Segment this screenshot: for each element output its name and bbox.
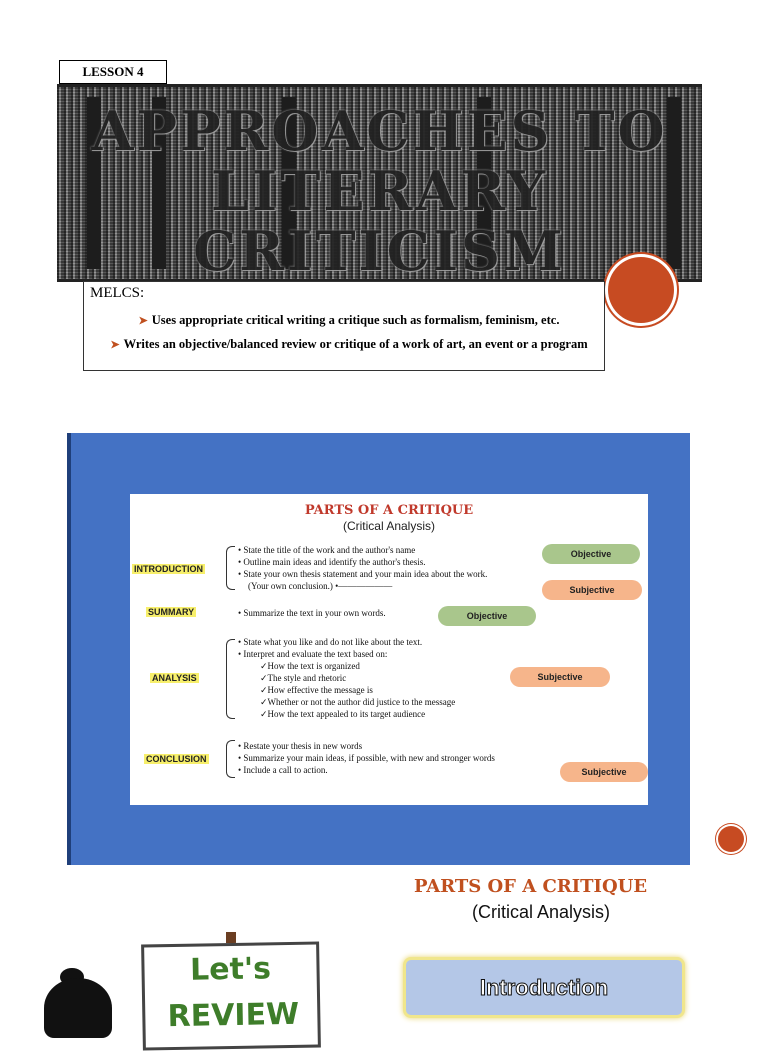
analysis-bullet: ✓How the text appealed to its target audience bbox=[260, 709, 426, 719]
girl-illustration-icon bbox=[44, 978, 112, 1038]
intro-bullet: • State the title of the work and the author's name bbox=[238, 545, 416, 555]
melc-text: Uses appropriate critical writing a critique such as formalism, feminism, etc. bbox=[151, 313, 560, 327]
arrow-bullet-icon: ➤ bbox=[138, 315, 148, 327]
card-title: PARTS OF A CRITIQUE bbox=[304, 503, 474, 518]
subjective-tag: Subjective bbox=[542, 580, 642, 600]
critique-card bbox=[130, 494, 648, 805]
intro-bullet: • Outline main ideas and identify the author's thesis. bbox=[238, 557, 426, 567]
arrow-bullet-icon: ➤ bbox=[110, 339, 120, 351]
section-label-analysis: ANALYSIS bbox=[152, 673, 197, 683]
title-line: CRITICISM bbox=[193, 219, 566, 282]
melc-item bbox=[104, 337, 594, 352]
slide3-subtitle: (Critical Analysis) bbox=[472, 902, 611, 922]
analysis-bullet: • Interpret and evaluate the text based on: bbox=[238, 649, 388, 659]
subjective-tag: Subjective bbox=[510, 667, 610, 687]
analysis-bullet: ✓How effective the message is bbox=[260, 685, 373, 695]
melcs-label: MELCS: bbox=[90, 285, 145, 301]
section-label-conclusion: CONCLUSION bbox=[146, 754, 207, 764]
lesson-label: LESSON 4 bbox=[59, 60, 167, 84]
introduction-label: Introduction bbox=[479, 975, 609, 1000]
analysis-bullet: • State what you like and do not like about the text. bbox=[238, 637, 423, 647]
introduction-box bbox=[403, 957, 685, 1018]
intro-bullet: (Your own conclusion.) •—————— bbox=[248, 581, 393, 591]
page-title bbox=[57, 101, 702, 281]
conclusion-bullet: • Summarize your main ideas, if possible, with new and stronger words bbox=[238, 753, 495, 763]
conclusion-bullet: • Restate your thesis in new words bbox=[238, 741, 363, 751]
card-subtitle: (Critical Analysis) bbox=[342, 519, 435, 533]
title-line: LITERARY bbox=[210, 159, 549, 223]
section-label-introduction: INTRODUCTION bbox=[134, 564, 203, 574]
brace-icon bbox=[226, 740, 235, 778]
decorative-circle bbox=[608, 257, 674, 323]
analysis-bullet: ✓The style and rhetoric bbox=[260, 673, 347, 683]
slide3-title: PARTS OF A CRITIQUE bbox=[414, 876, 648, 897]
title-banner bbox=[57, 84, 702, 282]
analysis-bullet: ✓How the text is organized bbox=[260, 661, 360, 671]
sign-line: Let's bbox=[189, 951, 272, 988]
decorative-circle bbox=[718, 826, 744, 852]
brace-icon bbox=[226, 546, 235, 590]
objective-tag: Objective bbox=[542, 544, 640, 564]
brace-icon bbox=[226, 639, 235, 719]
analysis-bullet: ✓Whether or not the author did justice to the message bbox=[260, 697, 456, 707]
melc-text: Writes an objective/balanced review or critique of a work of art, an event or a program bbox=[123, 337, 588, 351]
summary-bullet: • Summarize the text in your own words. bbox=[238, 608, 386, 618]
section-label-summary: SUMMARY bbox=[148, 607, 195, 617]
sign-line: REVIEW bbox=[167, 996, 300, 1035]
review-sign bbox=[141, 941, 321, 1050]
melcs-box bbox=[83, 281, 605, 371]
conclusion-bullet: • Include a call to action. bbox=[238, 765, 328, 775]
intro-bullet: • State your own thesis statement and your main idea about the work. bbox=[238, 569, 488, 579]
title-line: APPROACHES TO bbox=[91, 99, 668, 163]
subjective-tag: Subjective bbox=[560, 762, 648, 782]
melc-item bbox=[104, 313, 594, 328]
objective-tag: Objective bbox=[438, 606, 536, 626]
